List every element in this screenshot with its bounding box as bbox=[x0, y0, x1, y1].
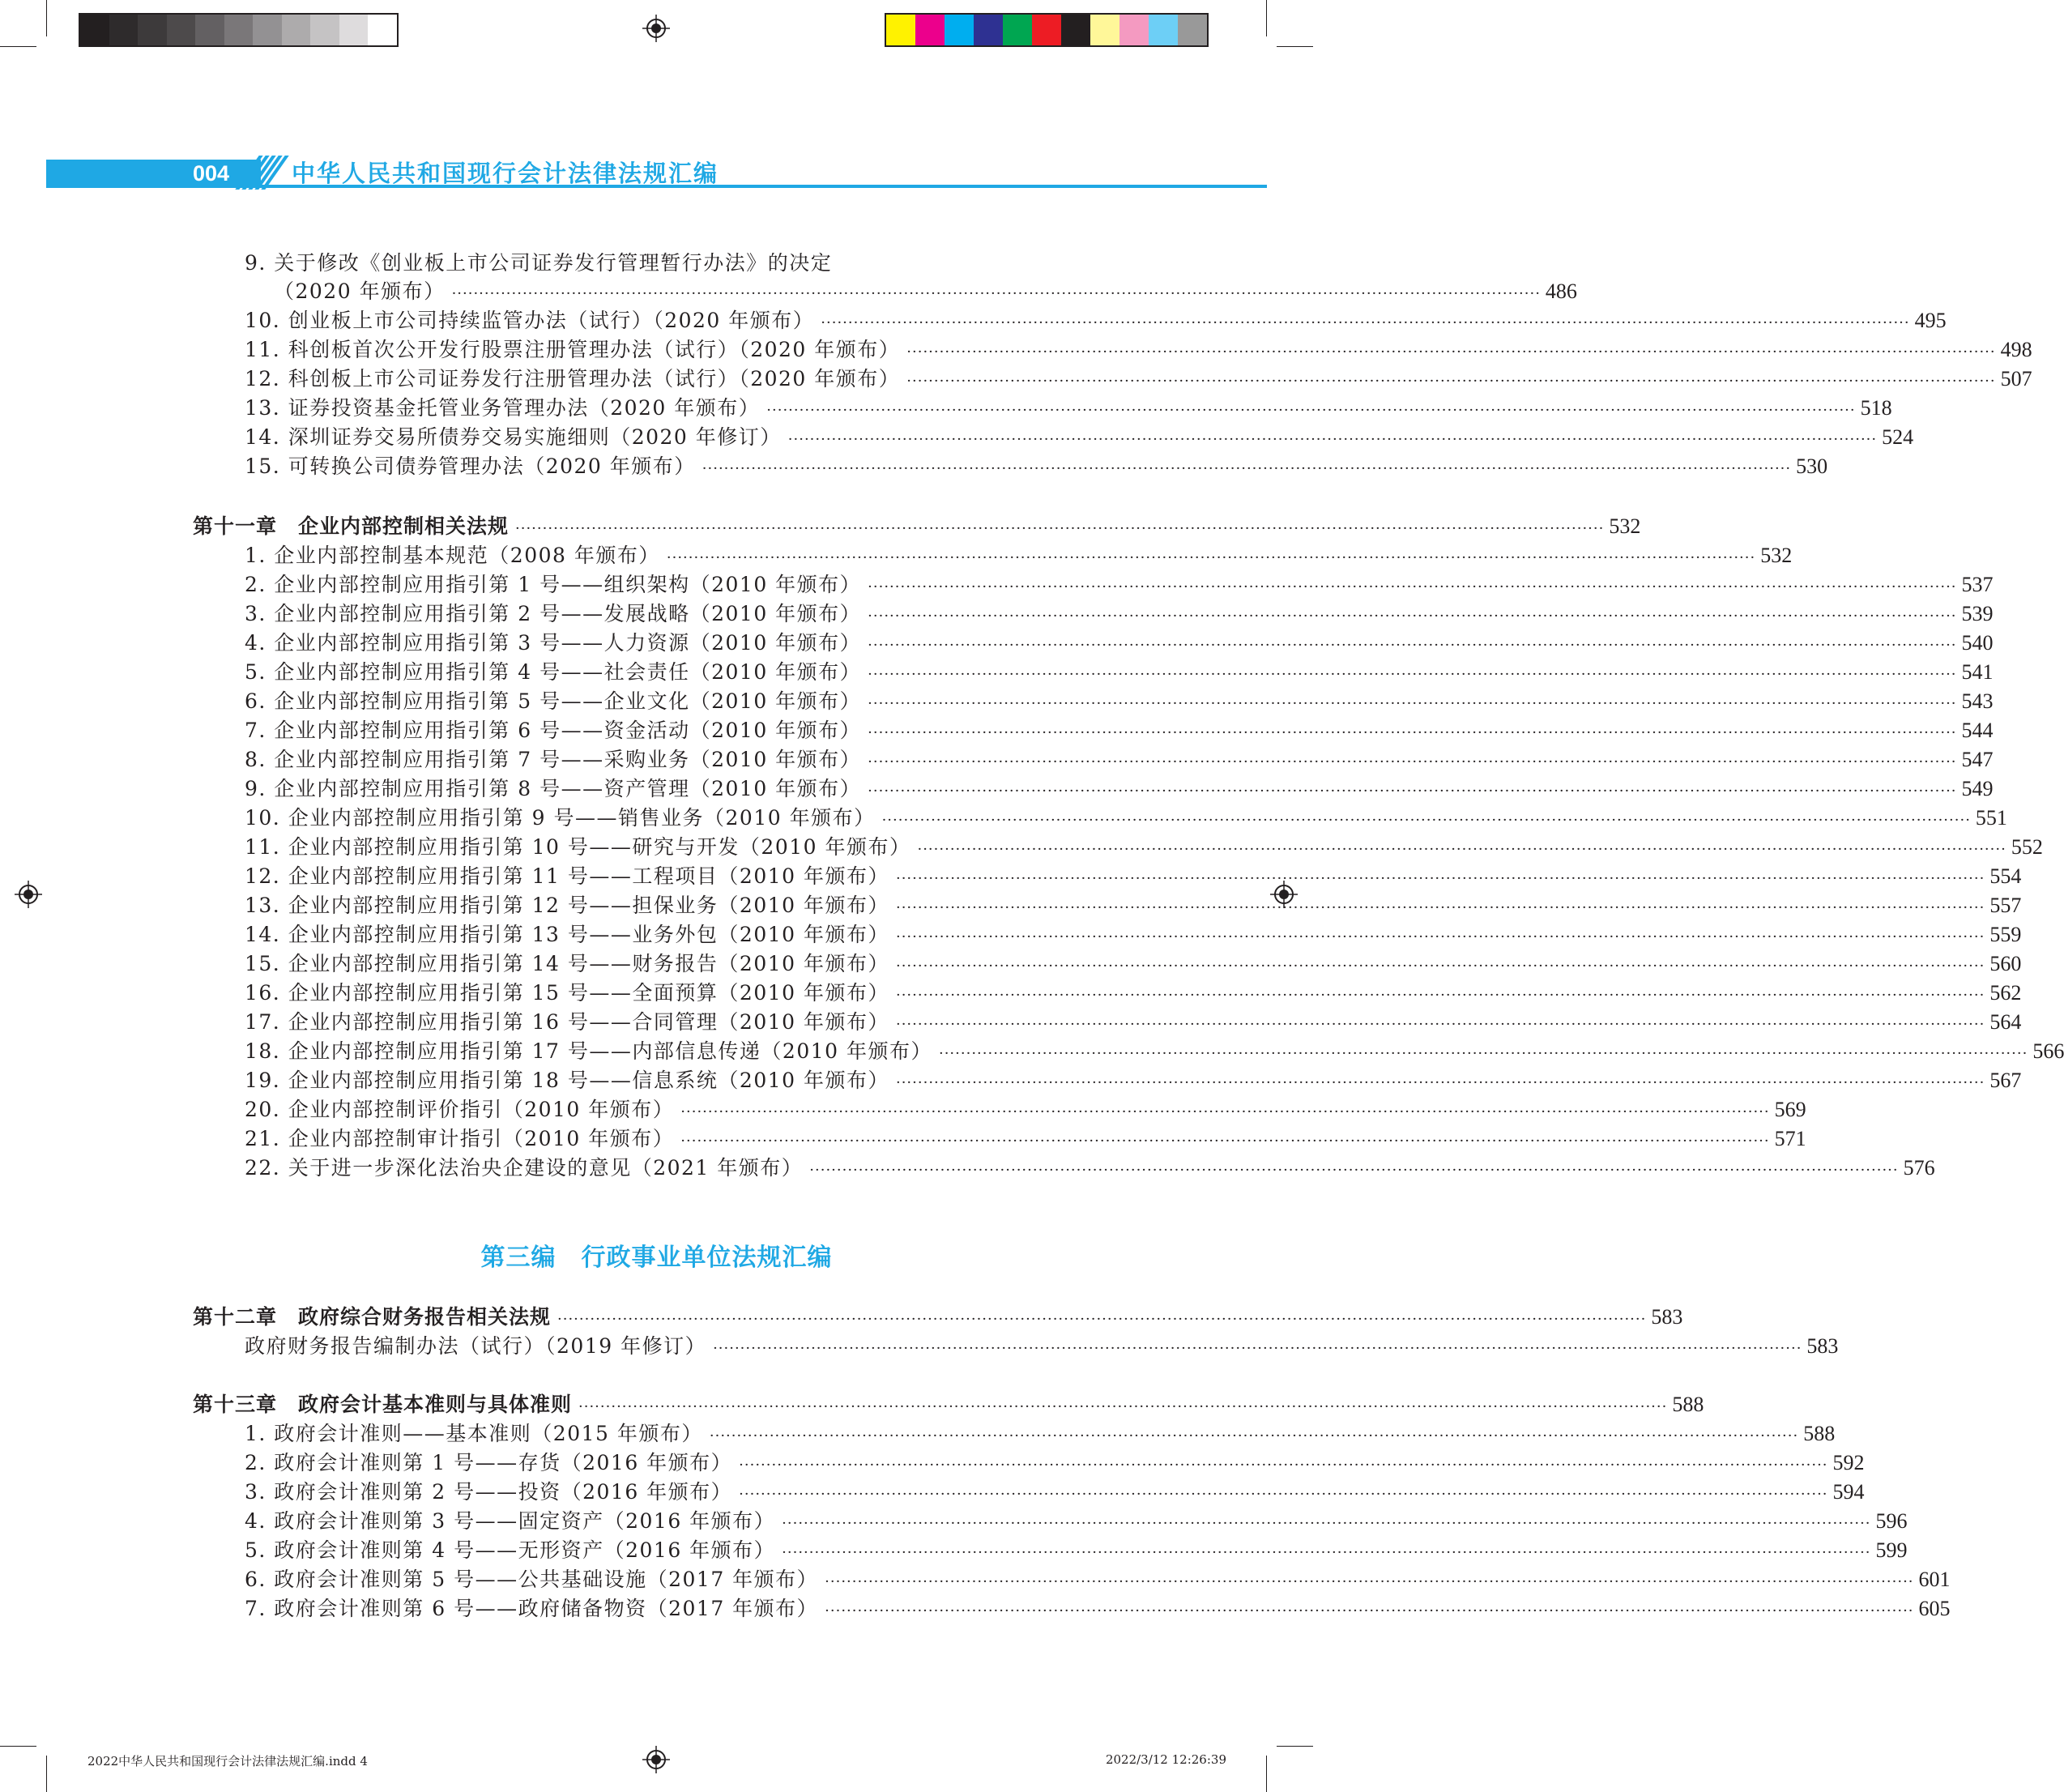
toc-entry-page: 518 bbox=[1860, 396, 1892, 420]
toc-entry bbox=[245, 306, 1947, 335]
crop-mark bbox=[1277, 1746, 1313, 1747]
leader-dots: ········································································································································································································ bbox=[895, 899, 1985, 916]
toc-entry bbox=[245, 920, 2022, 949]
toc-entry-title: 1. 企业内部控制基本规范（2008 年颁布） bbox=[245, 544, 660, 567]
toc-entry-page: 588 bbox=[1672, 1393, 1704, 1416]
toc-entry-page: 537 bbox=[1961, 573, 1994, 596]
toc-entry-title: 13. 企业内部控制应用指引第 12 号——担保业务（2010 年颁布） bbox=[245, 894, 889, 917]
toc-entry bbox=[245, 658, 1994, 687]
toc-entry-title: 10. 企业内部控制应用指引第 9 号——销售业务（2010 年颁布） bbox=[245, 806, 876, 830]
toc-entry-title: 8. 企业内部控制应用指引第 7 号——采购业务（2010 年颁布） bbox=[245, 748, 862, 771]
toc-entry bbox=[245, 716, 1994, 745]
color-swatch bbox=[974, 15, 1003, 45]
toc-entry bbox=[245, 687, 1994, 716]
registration-mark-icon bbox=[642, 1746, 670, 1773]
leader-dots: ········································································································································································································ bbox=[825, 1573, 1914, 1590]
toc-entry-title: 政府财务报告编制办法（试行）（2019 年修订） bbox=[245, 1334, 707, 1358]
toc-entry-title: 21. 企业内部控制审计指引（2010 年颁布） bbox=[245, 1127, 675, 1150]
toc-entry bbox=[245, 365, 2032, 394]
toc-entry-title: 7. 政府会计准则第 6 号——政府储备物资（2017 年颁布） bbox=[245, 1597, 819, 1620]
leader-dots: ········································································································································································································ bbox=[938, 1045, 2028, 1062]
toc-entry-page: 592 bbox=[1832, 1451, 1865, 1474]
toc-entry-title: 9. 关于修改《创业板上市公司证券发行管理暂行办法》的决定 bbox=[245, 251, 833, 275]
gray-swatch bbox=[282, 15, 311, 45]
toc-entry-title: 11. 企业内部控制应用指引第 10 号——研究与开发（2010 年颁布） bbox=[245, 835, 911, 859]
toc-entry bbox=[245, 1419, 1836, 1449]
toc-entry-title: （2020 年颁布） bbox=[274, 279, 446, 303]
toc-entry bbox=[245, 1066, 2022, 1095]
leader-dots: ········································································································································································································ bbox=[868, 695, 1957, 712]
toc-entry-page: 569 bbox=[1774, 1098, 1806, 1121]
toc-entry-title: 2. 企业内部控制应用指引第 1 号——组织架构（2010 年颁布） bbox=[245, 573, 862, 596]
gray-swatch bbox=[195, 15, 224, 45]
toc-entry bbox=[245, 541, 1793, 570]
toc-entry-page: 564 bbox=[1989, 1010, 2022, 1034]
toc-entry-page: 552 bbox=[2011, 835, 2043, 859]
gray-swatch bbox=[368, 15, 397, 45]
toc-entry-title: 14. 深圳证券交易所债券交易实施细则（2020 年修订） bbox=[245, 425, 782, 449]
gray-swatch bbox=[109, 15, 139, 45]
leader-dots: ········································································································································································································ bbox=[868, 783, 1957, 800]
toc-entry bbox=[245, 1154, 1935, 1183]
toc-entry-title: 11. 科创板首次公开发行股票注册管理办法（试行）（2020 年颁布） bbox=[245, 338, 901, 361]
toc-entry bbox=[245, 1124, 1806, 1154]
toc-entry-page: 599 bbox=[1875, 1538, 1908, 1562]
leader-dots: ········································································································································································································ bbox=[821, 314, 1910, 331]
toc-entry-title: 1. 政府会计准则——基本准则（2015 年颁布） bbox=[245, 1422, 703, 1445]
leader-dots: ········································································································································································································ bbox=[680, 1133, 1770, 1150]
color-swatch bbox=[1061, 15, 1090, 45]
crop-mark bbox=[46, 0, 47, 36]
toc-entry bbox=[245, 804, 2007, 833]
toc-entry-title: 12. 科创板上市公司证券发行注册管理办法（试行）（2020 年颁布） bbox=[245, 367, 901, 390]
toc-entry bbox=[245, 1332, 1839, 1361]
toc-entry bbox=[245, 1095, 1806, 1124]
toc-entry-page: 551 bbox=[1975, 806, 2007, 830]
leader-dots: ········································································································································································································ bbox=[906, 343, 1996, 361]
toc-entry-page: 566 bbox=[2032, 1039, 2064, 1063]
toc-entry-title: 22. 关于进一步深化法治央企建设的意见（2021 年颁布） bbox=[245, 1156, 804, 1180]
toc-entry bbox=[245, 949, 2022, 979]
toc-entry bbox=[245, 833, 2043, 862]
crop-mark bbox=[1277, 46, 1313, 47]
toc-entry-title: 第十三章 政府会计基本准则与具体准则 bbox=[193, 1393, 573, 1416]
toc-entry-page: 583 bbox=[1651, 1305, 1683, 1329]
toc-entry bbox=[245, 1478, 1865, 1507]
leader-dots: ········································································································································································································ bbox=[702, 460, 1792, 477]
toc-entry bbox=[245, 1507, 1908, 1536]
leader-dots: ········································································································································································································ bbox=[782, 1544, 1871, 1561]
toc-entry-title: 6. 政府会计准则第 5 号——公共基础设施（2017 年颁布） bbox=[245, 1568, 819, 1591]
leader-dots: ········································································································································································································ bbox=[809, 1162, 1899, 1179]
leader-dots: ········································································································································································································ bbox=[895, 870, 1985, 887]
toc-entry-title: 10. 创业板上市公司持续监管办法（试行）（2020 年颁布） bbox=[245, 309, 815, 332]
color-swatch bbox=[886, 15, 915, 45]
toc-entry-title: 13. 证券投资基金托管业务管理办法（2020 年颁布） bbox=[245, 396, 761, 420]
color-swatch bbox=[1090, 15, 1119, 45]
toc-entry-page: 549 bbox=[1961, 777, 1994, 800]
toc-entry bbox=[245, 1565, 1951, 1594]
leader-dots: ········································································································································································································ bbox=[515, 520, 1605, 537]
toc-entry-page: 554 bbox=[1989, 864, 2022, 888]
leader-dots: ········································································································································································································ bbox=[825, 1602, 1914, 1619]
toc-entry-page: 524 bbox=[1882, 425, 1914, 449]
leader-dots: ········································································································································································································ bbox=[868, 578, 1957, 595]
leader-dots: ········································································································································································································ bbox=[917, 841, 2006, 858]
footer-file-name: 2022中华人民共和国现行会计法律法规汇编.indd 4 bbox=[87, 1754, 368, 1769]
leader-dots: ········································································································································································································ bbox=[680, 1103, 1770, 1120]
leader-dots: ········································································································································································································ bbox=[895, 928, 1985, 945]
gray-swatch bbox=[167, 15, 196, 45]
leader-dots: ········································································································································································································ bbox=[782, 1515, 1871, 1532]
toc-entry-page: 486 bbox=[1545, 279, 1577, 303]
footer-timestamp: 2022/3/12 12:26:39 bbox=[1105, 1752, 1226, 1767]
color-swatch bbox=[1119, 15, 1149, 45]
toc-entry bbox=[245, 862, 2022, 891]
toc-entry-page: 547 bbox=[1961, 748, 1994, 771]
toc-entry-page: 540 bbox=[1961, 631, 1994, 655]
header-slashes-icon bbox=[247, 156, 277, 188]
gray-swatch bbox=[224, 15, 254, 45]
color-swatch bbox=[915, 15, 945, 45]
toc-entry-title: 4. 政府会计准则第 3 号——固定资产（2016 年颁布） bbox=[245, 1509, 776, 1533]
chapter-heading bbox=[193, 1303, 1683, 1332]
toc-entry bbox=[245, 394, 1892, 423]
leader-dots: ········································································································································································································ bbox=[895, 987, 1985, 1004]
part-title: 第三编 行政事业单位法规汇编 bbox=[480, 1244, 833, 1272]
toc-entry-page: 594 bbox=[1832, 1480, 1865, 1504]
toc-entry-title: 7. 企业内部控制应用指引第 6 号——资金活动（2010 年颁布） bbox=[245, 719, 862, 742]
toc-entry-title: 17. 企业内部控制应用指引第 16 号——合同管理（2010 年颁布） bbox=[245, 1010, 889, 1034]
leader-dots: ········································································································································································································ bbox=[739, 1457, 1828, 1474]
toc-entry-title: 第十一章 企业内部控制相关法规 bbox=[193, 514, 510, 538]
toc-entry-page: 539 bbox=[1961, 602, 1994, 625]
toc-entry-page: 588 bbox=[1803, 1422, 1836, 1445]
toc-entry-page: 560 bbox=[1989, 952, 2022, 975]
toc-entry-title: 6. 企业内部控制应用指引第 5 号——企业文化（2010 年颁布） bbox=[245, 689, 862, 713]
toc-entry-title: 14. 企业内部控制应用指引第 13 号——业务外包（2010 年颁布） bbox=[245, 923, 889, 946]
toc-entry-page: 571 bbox=[1774, 1127, 1806, 1150]
toc-entry bbox=[274, 277, 1577, 306]
color-calibration-bar bbox=[885, 13, 1209, 47]
toc-entry-title: 3. 企业内部控制应用指引第 2 号——发展战略（2010 年颁布） bbox=[245, 602, 862, 625]
toc-entry-page: 596 bbox=[1875, 1509, 1908, 1533]
toc-entry bbox=[245, 774, 1994, 804]
leader-dots: ········································································································································································································ bbox=[895, 1016, 1985, 1033]
page-number: 004 bbox=[193, 161, 230, 186]
leader-dots: ········································································································································································································ bbox=[868, 608, 1957, 625]
toc-entry-page: 495 bbox=[1914, 309, 1947, 332]
color-swatch bbox=[1178, 15, 1207, 45]
grayscale-calibration-bar bbox=[79, 13, 399, 47]
toc-entry-page: 576 bbox=[1903, 1156, 1935, 1180]
leader-dots: ········································································································································································································ bbox=[868, 637, 1957, 654]
toc-entry bbox=[245, 745, 1994, 774]
toc-entry bbox=[245, 1594, 1951, 1623]
toc-entry bbox=[245, 570, 1994, 599]
gray-swatch bbox=[253, 15, 282, 45]
leader-dots: ········································································································································································································ bbox=[868, 724, 1957, 741]
toc-entry-title: 12. 企业内部控制应用指引第 11 号——工程项目（2010 年颁布） bbox=[245, 864, 889, 888]
leader-dots: ········································································································································································································ bbox=[578, 1398, 1668, 1415]
registration-mark-icon bbox=[642, 15, 670, 42]
leader-dots: ········································································································································································································ bbox=[709, 1427, 1799, 1444]
crop-mark bbox=[0, 1746, 36, 1747]
leader-dots: ········································································································································································································ bbox=[713, 1340, 1802, 1357]
toc-entry-page: 601 bbox=[1918, 1568, 1951, 1591]
color-swatch bbox=[1032, 15, 1061, 45]
crop-mark bbox=[1266, 0, 1267, 36]
toc-entry-title: 16. 企业内部控制应用指引第 15 号——全面预算（2010 年颁布） bbox=[245, 981, 889, 1005]
toc-entry-page: 507 bbox=[2000, 367, 2032, 390]
leader-dots: ········································································································································································································ bbox=[739, 1486, 1828, 1503]
crop-mark bbox=[1266, 1756, 1267, 1792]
toc-entry-title: 9. 企业内部控制应用指引第 8 号——资产管理（2010 年颁布） bbox=[245, 777, 862, 800]
toc-entry bbox=[245, 335, 2032, 365]
gray-swatch bbox=[138, 15, 167, 45]
toc-entry-title: 第十二章 政府综合财务报告相关法规 bbox=[193, 1305, 552, 1329]
gray-swatch bbox=[339, 15, 369, 45]
leader-dots: ········································································································································································································ bbox=[881, 812, 1971, 829]
toc-entry bbox=[245, 452, 1828, 481]
toc-entry-page: 532 bbox=[1609, 514, 1641, 538]
toc-entry bbox=[245, 423, 1914, 452]
toc-entry bbox=[245, 979, 2022, 1008]
toc-entry-title: 5. 政府会计准则第 4 号——无形资产（2016 年颁布） bbox=[245, 1538, 776, 1562]
toc-entry-title: 19. 企业内部控制应用指引第 18 号——信息系统（2010 年颁布） bbox=[245, 1069, 889, 1092]
crop-mark bbox=[0, 46, 36, 47]
leader-dots: ········································································································································································································ bbox=[666, 549, 1756, 566]
toc-entry-title: 4. 企业内部控制应用指引第 3 号——人力资源（2010 年颁布） bbox=[245, 631, 862, 655]
toc-entry bbox=[245, 1037, 2064, 1066]
toc-entry-page: 543 bbox=[1961, 689, 1994, 713]
leader-dots: ········································································································································································································ bbox=[906, 373, 1996, 390]
color-swatch bbox=[945, 15, 974, 45]
toc-entry bbox=[245, 1536, 1908, 1565]
leader-dots: ········································································································································································································ bbox=[868, 666, 1957, 683]
toc-entry-title: 2. 政府会计准则第 1 号——存货（2016 年颁布） bbox=[245, 1451, 733, 1474]
leader-dots: ········································································································································································································ bbox=[868, 753, 1957, 770]
chapter-heading bbox=[193, 512, 1641, 541]
toc-entry-title: 5. 企业内部控制应用指引第 4 号——社会责任（2010 年颁布） bbox=[245, 660, 862, 684]
chapter-heading bbox=[193, 1390, 1704, 1419]
toc-entry-title: 15. 企业内部控制应用指引第 14 号——财务报告（2010 年颁布） bbox=[245, 952, 889, 975]
leader-dots: ········································································································································································································ bbox=[766, 402, 1856, 419]
toc-entry-title: 20. 企业内部控制评价指引（2010 年颁布） bbox=[245, 1098, 675, 1121]
toc-entry-page: 532 bbox=[1760, 544, 1793, 567]
toc-entry-title: 3. 政府会计准则第 2 号——投资（2016 年颁布） bbox=[245, 1480, 733, 1504]
gray-swatch bbox=[310, 15, 339, 45]
toc-entry-page: 498 bbox=[2000, 338, 2032, 361]
toc-entry-page: 559 bbox=[1989, 923, 2022, 946]
toc-entry-page: 605 bbox=[1918, 1597, 1951, 1620]
toc-entry bbox=[245, 1008, 2022, 1037]
leader-dots: ········································································································································································································ bbox=[787, 431, 1878, 448]
toc-entry-page: 583 bbox=[1806, 1334, 1839, 1358]
toc-entry bbox=[245, 629, 1994, 658]
registration-mark-icon bbox=[15, 881, 42, 908]
book-title: 中华人民共和国现行会计法律法规汇编 bbox=[292, 160, 719, 187]
toc-entry-page: 567 bbox=[1989, 1069, 2022, 1092]
toc-entry-page: 557 bbox=[1989, 894, 2022, 917]
toc-entry bbox=[245, 891, 2022, 920]
leader-dots: ········································································································································································································ bbox=[895, 958, 1985, 975]
toc-entry bbox=[245, 599, 1994, 629]
gray-swatch bbox=[80, 15, 109, 45]
toc-entry-title: 18. 企业内部控制应用指引第 17 号——内部信息传递（2010 年颁布） bbox=[245, 1039, 932, 1063]
color-swatch bbox=[1149, 15, 1178, 45]
toc-entry-page: 562 bbox=[1989, 981, 2022, 1005]
toc-entry bbox=[245, 1449, 1865, 1478]
color-swatch bbox=[1003, 15, 1032, 45]
toc-entry-page: 530 bbox=[1796, 454, 1828, 478]
crop-mark bbox=[46, 1756, 47, 1792]
toc-entry-page: 544 bbox=[1961, 719, 1994, 742]
toc-entry bbox=[245, 249, 1077, 278]
leader-dots: ········································································································································································································ bbox=[557, 1311, 1647, 1328]
toc-entry-title: 15. 可转换公司债券管理办法（2020 年颁布） bbox=[245, 454, 696, 478]
toc-entry-page: 541 bbox=[1961, 660, 1994, 684]
leader-dots: ········································································································································································································ bbox=[895, 1074, 1985, 1091]
leader-dots: ········································································································································································································ bbox=[451, 285, 1541, 302]
